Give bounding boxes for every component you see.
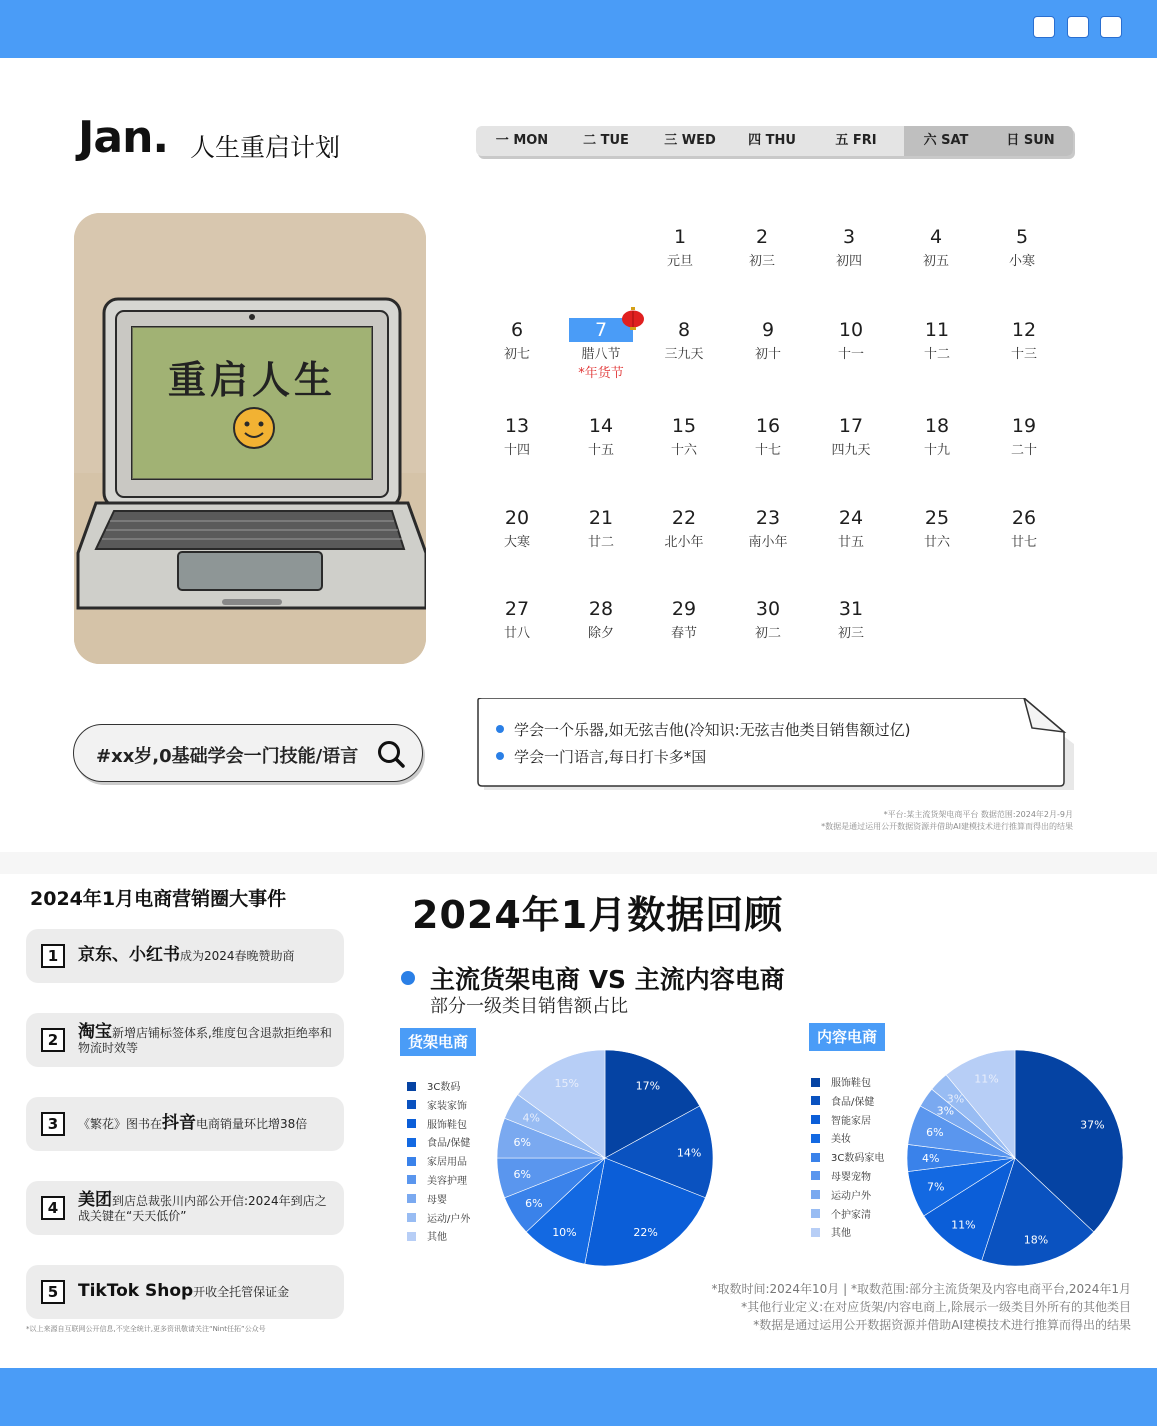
legend-label: 其他 — [427, 1232, 447, 1244]
pie-label: 17% — [635, 1079, 661, 1093]
day-number: 21 — [588, 507, 614, 529]
event-card — [26, 1097, 344, 1151]
pie-label: 3% — [936, 1104, 955, 1118]
day-number: 27 — [504, 598, 530, 620]
day-number: 31 — [838, 598, 864, 620]
event-card — [26, 929, 344, 983]
lunar-date: 春节 — [670, 626, 697, 641]
window-button-3[interactable] — [1100, 16, 1122, 38]
day-number: 25 — [924, 507, 950, 529]
legend-swatch — [811, 1153, 820, 1162]
legend-swatch — [811, 1078, 820, 1087]
footnote-data: *数据是通过运用公开数据资源并借助AI建模技术进行推算而得出的结果 — [821, 822, 1073, 831]
legend-label: 服饰鞋包 — [427, 1119, 467, 1131]
day-number: 13 — [504, 415, 530, 437]
event-number: 1 — [41, 944, 65, 968]
calendar-day[interactable] — [728, 597, 808, 641]
calendar-day[interactable] — [561, 414, 641, 458]
legend-swatch — [407, 1119, 416, 1128]
lunar-date: 十一 — [837, 347, 864, 362]
search-icon[interactable] — [376, 739, 406, 769]
legend-item — [407, 1229, 470, 1248]
calendar-day[interactable] — [477, 597, 557, 641]
chart-1-title: 货架电商 — [400, 1028, 476, 1056]
pie-label: 22% — [633, 1225, 658, 1239]
calendar-day[interactable] — [896, 225, 976, 269]
day-number: 11 — [924, 319, 950, 341]
day-number: 20 — [504, 507, 530, 529]
review-title: 2024年1月数据回顾 — [412, 893, 784, 937]
calendar-day[interactable] — [897, 414, 977, 458]
legend-swatch — [811, 1209, 820, 1218]
day-number: 6 — [510, 319, 524, 341]
screen-text: 重启人生 — [167, 358, 337, 402]
events-footnote: *以上来源自互联网公开信息,不完全统计,更多资讯敬请关注“Nint任拓”公众号 — [26, 1325, 266, 1333]
window-button-1[interactable] — [1033, 16, 1055, 38]
weekday-tue: 二 TUE — [583, 133, 629, 148]
event-card — [26, 1181, 344, 1235]
day-number: 10 — [838, 319, 864, 341]
pie-label: 15% — [554, 1076, 579, 1090]
legend-swatch — [407, 1175, 416, 1184]
day-number: 2 — [755, 226, 769, 248]
legend-item — [407, 1098, 470, 1117]
pie-label: 14% — [676, 1146, 702, 1160]
event-text: 淘宝新增店铺标签体系,维度包含退款拒绝率和物流时效等 — [78, 1021, 332, 1055]
calendar-day[interactable] — [982, 225, 1062, 269]
legend-item — [407, 1192, 470, 1211]
legend-item — [407, 1135, 470, 1154]
lunar-date: 三九天 — [664, 347, 704, 362]
calendar-day[interactable] — [897, 506, 977, 550]
chart-2-legend — [811, 1075, 884, 1244]
lunar-date: 初三 — [748, 254, 775, 269]
month-subtitle: 人生重启计划 — [190, 133, 341, 162]
section-title: 主流货架电商 VS 主流内容电商 — [430, 965, 785, 994]
footnote-platform: *平台:某主流货架电商平台 数据范围:2024年2月-9月 — [883, 810, 1073, 819]
legend-label: 母婴宠物 — [831, 1171, 871, 1183]
source-note — [571, 1280, 1131, 1334]
legend-label: 美妆 — [831, 1134, 851, 1146]
event-card — [26, 1013, 344, 1067]
event-text: 美团到店总裁张川内部公开信:2024年到店之战关键在“天天低价” — [78, 1189, 327, 1223]
legend-item — [407, 1117, 470, 1136]
lunar-date: 十九 — [923, 443, 950, 458]
weekday-thu: 四 THU — [748, 133, 796, 148]
legend-item — [407, 1211, 470, 1230]
chart-1-pie — [495, 1048, 715, 1268]
legend-item — [811, 1131, 884, 1150]
pie-label: 11% — [951, 1218, 976, 1232]
legend-item — [811, 1150, 884, 1169]
section-divider — [0, 852, 1157, 874]
window-button-2[interactable] — [1067, 16, 1089, 38]
lunar-date: 初三 — [837, 626, 864, 641]
day-number: 26 — [1011, 507, 1037, 529]
legend-swatch — [811, 1228, 820, 1237]
laptop-illustration — [74, 213, 426, 664]
chart-1-legend — [407, 1079, 470, 1248]
legend-swatch — [407, 1138, 416, 1147]
day-number: 8 — [677, 319, 691, 341]
weekday-sat: 六 SAT — [904, 126, 988, 156]
weekday-bar — [476, 126, 1073, 156]
day-number: 5 — [1015, 226, 1029, 248]
day-number: 17 — [838, 415, 864, 437]
legend-swatch — [811, 1115, 820, 1124]
lunar-date: 廿六 — [923, 535, 950, 550]
legend-swatch — [407, 1232, 416, 1241]
legend-label: 食品/保健 — [427, 1138, 471, 1150]
legend-item — [811, 1075, 884, 1094]
legend-swatch — [407, 1213, 416, 1222]
pie-label: 6% — [513, 1136, 531, 1150]
legend-item — [407, 1173, 470, 1192]
lunar-date: 初二 — [754, 626, 781, 641]
day-number: 1 — [673, 226, 687, 248]
legend-label: 智能家居 — [831, 1115, 871, 1127]
pie-label: 6% — [525, 1197, 543, 1211]
legend-item — [811, 1094, 884, 1113]
calendar-day[interactable] — [728, 506, 808, 550]
event-text: 京东、小红书成为2024春晚赞助商 — [78, 945, 295, 965]
calendar-day[interactable] — [811, 506, 891, 550]
lunar-date: 除夕 — [587, 626, 614, 641]
search-bar[interactable] — [73, 724, 423, 782]
legend-label: 家装家饰 — [427, 1100, 467, 1112]
month-title: Jan. — [78, 112, 169, 163]
legend-item — [407, 1079, 470, 1098]
source-note-line: *其他行业定义:在对应货架/内容电商上,除展示一级类目外所有的其他类目 — [741, 1300, 1131, 1314]
lunar-date: 大寒 — [503, 535, 530, 550]
bottom-bar — [0, 1368, 1157, 1426]
lunar-date: 廿五 — [837, 535, 864, 550]
legend-label: 3C数码 — [427, 1082, 461, 1093]
chart-2-title: 内容电商 — [809, 1023, 885, 1051]
legend-item — [407, 1154, 470, 1173]
day-number: 30 — [755, 598, 781, 620]
lunar-date: 十六 — [670, 443, 697, 458]
calendar-day[interactable] — [811, 597, 891, 641]
legend-item — [811, 1225, 884, 1244]
calendar-day[interactable] — [561, 506, 641, 550]
day-number: 29 — [671, 598, 697, 620]
calendar-day[interactable] — [644, 506, 724, 550]
weekday-wed: 三 WED — [664, 133, 716, 148]
calendar-day[interactable] — [728, 414, 808, 458]
legend-label: 个护家清 — [831, 1209, 871, 1221]
day-number: 15 — [671, 415, 697, 437]
lunar-date: 元旦 — [666, 254, 693, 269]
calendar-day[interactable] — [561, 597, 641, 641]
legend-swatch — [407, 1157, 416, 1166]
lunar-date: 小寒 — [1008, 254, 1035, 269]
event-number: 3 — [41, 1112, 65, 1136]
legend-swatch — [407, 1100, 416, 1109]
legend-label: 运动户外 — [831, 1190, 871, 1202]
pie-label: 3% — [946, 1092, 965, 1106]
legend-swatch — [407, 1194, 416, 1203]
top-bar — [0, 0, 1157, 58]
event-number: 5 — [41, 1280, 65, 1304]
lunar-date: 二十 — [1010, 443, 1037, 458]
pie-label: 10% — [552, 1225, 577, 1239]
lunar-date: 初十 — [754, 347, 781, 362]
day-number: 18 — [924, 415, 950, 437]
calendar-day[interactable] — [644, 597, 724, 641]
lunar-date: 十五 — [587, 443, 614, 458]
calendar-day[interactable] — [811, 318, 891, 362]
note-item: 学会一个乐器,如无弦吉他(冷知识:无弦吉他类目销售额过亿) — [496, 719, 911, 740]
day-number: 14 — [588, 415, 614, 437]
events-title: 2024年1月电商营销圈大事件 — [30, 888, 287, 910]
calendar-day[interactable] — [640, 225, 720, 269]
day-number: 7 — [561, 318, 641, 342]
legend-item — [811, 1113, 884, 1132]
lunar-date: 十七 — [754, 443, 781, 458]
calendar-day[interactable] — [984, 506, 1064, 550]
calendar-day[interactable] — [722, 225, 802, 269]
legend-label: 3C数码家电 — [831, 1153, 885, 1165]
weekday-sun: 日 SUN — [988, 126, 1073, 156]
event-text: 《繁花》图书在抖音电商销量环比增38倍 — [78, 1113, 308, 1133]
search-text: #xx岁,0基础学会一门技能/语言 — [96, 746, 359, 767]
lunar-date: 初七 — [503, 347, 530, 362]
legend-label: 其他 — [831, 1228, 851, 1240]
lunar-date: 十四 — [503, 443, 530, 458]
day-number: 4 — [929, 226, 943, 248]
lunar-date: 北小年 — [664, 535, 704, 550]
pie-label: 6% — [513, 1167, 531, 1181]
legend-label: 家居用品 — [427, 1157, 467, 1169]
event-text: TikTok Shop开收全托管保证金 — [78, 1281, 290, 1301]
legend-label: 母婴 — [427, 1194, 447, 1206]
calendar-day[interactable] — [728, 318, 808, 362]
note-item: 学会一门语言,每日打卡多*国 — [496, 746, 706, 767]
lunar-date: 四九天 — [831, 443, 871, 458]
bullet-dot — [401, 971, 415, 985]
source-note-line: *取数时间:2024年10月 | *取数范围:部分主流货架及内容电商平台,2024年1月 — [711, 1282, 1131, 1296]
legend-label: 美容护理 — [427, 1175, 467, 1187]
day-number: 22 — [671, 507, 697, 529]
pie-label: 6% — [926, 1125, 944, 1139]
pie-label: 4% — [522, 1111, 540, 1125]
calendar-day[interactable] — [811, 414, 891, 458]
legend-label: 运动/户外 — [427, 1213, 471, 1225]
lantern-icon — [621, 307, 645, 331]
weekday-mon: 一 MON — [495, 133, 549, 148]
calendar-day[interactable] — [644, 318, 724, 362]
lunar-date: 腊八节 — [581, 347, 621, 362]
pie-label: 18% — [1023, 1233, 1049, 1247]
day-number: 19 — [1011, 415, 1037, 437]
legend-swatch — [407, 1082, 416, 1091]
section-subtitle: 部分一级类目销售额占比 — [430, 996, 628, 1017]
calendar-day[interactable] — [984, 318, 1064, 362]
lunar-date: 廿二 — [587, 535, 614, 550]
calendar-day[interactable] — [477, 506, 557, 550]
source-note-line: *数据是通过运用公开数据资源并借助AI建模技术进行推算而得出的结果 — [753, 1318, 1131, 1332]
event-card — [26, 1265, 344, 1319]
legend-swatch — [811, 1171, 820, 1180]
weekday-fri: 五 FRI — [835, 133, 877, 148]
day-number: 16 — [755, 415, 781, 437]
day-number: 12 — [1011, 319, 1037, 341]
legend-label: 食品/保健 — [831, 1096, 875, 1108]
legend-item — [811, 1188, 884, 1207]
legend-swatch — [811, 1134, 820, 1143]
day-number: 9 — [761, 319, 775, 341]
calendar-day[interactable] — [477, 318, 557, 362]
event-number: 4 — [41, 1196, 65, 1220]
calendar-day[interactable] — [897, 318, 977, 362]
legend-item — [811, 1207, 884, 1226]
day-number: 23 — [755, 507, 781, 529]
legend-label: 服饰鞋包 — [831, 1078, 871, 1089]
calendar-day[interactable] — [809, 225, 889, 269]
legend-swatch — [811, 1190, 820, 1199]
pie-label: 4% — [922, 1152, 940, 1165]
lunar-date: 南小年 — [748, 535, 788, 550]
legend-swatch — [811, 1096, 820, 1105]
calendar-day[interactable] — [644, 414, 724, 458]
day-number: 3 — [842, 226, 856, 248]
lunar-date: 初四 — [835, 254, 862, 269]
event-number: 2 — [41, 1028, 65, 1052]
calendar-day[interactable] — [984, 414, 1064, 458]
lunar-date: 十二 — [923, 347, 950, 362]
goals-note — [476, 698, 1074, 790]
pie-label: 37% — [1080, 1118, 1105, 1132]
lunar-date: 十三 — [1010, 347, 1037, 362]
festival-label: *年货节 — [578, 366, 624, 381]
chart-2-pie — [905, 1048, 1125, 1268]
day-number: 24 — [838, 507, 864, 529]
lunar-date: 廿七 — [1010, 535, 1037, 550]
pie-label: 11% — [974, 1072, 999, 1086]
legend-item — [811, 1169, 884, 1188]
pie-label: 7% — [927, 1180, 945, 1194]
calendar-day[interactable] — [477, 414, 557, 458]
lunar-date: 廿八 — [503, 626, 530, 641]
day-number: 28 — [588, 598, 614, 620]
lunar-date: 初五 — [922, 254, 949, 269]
